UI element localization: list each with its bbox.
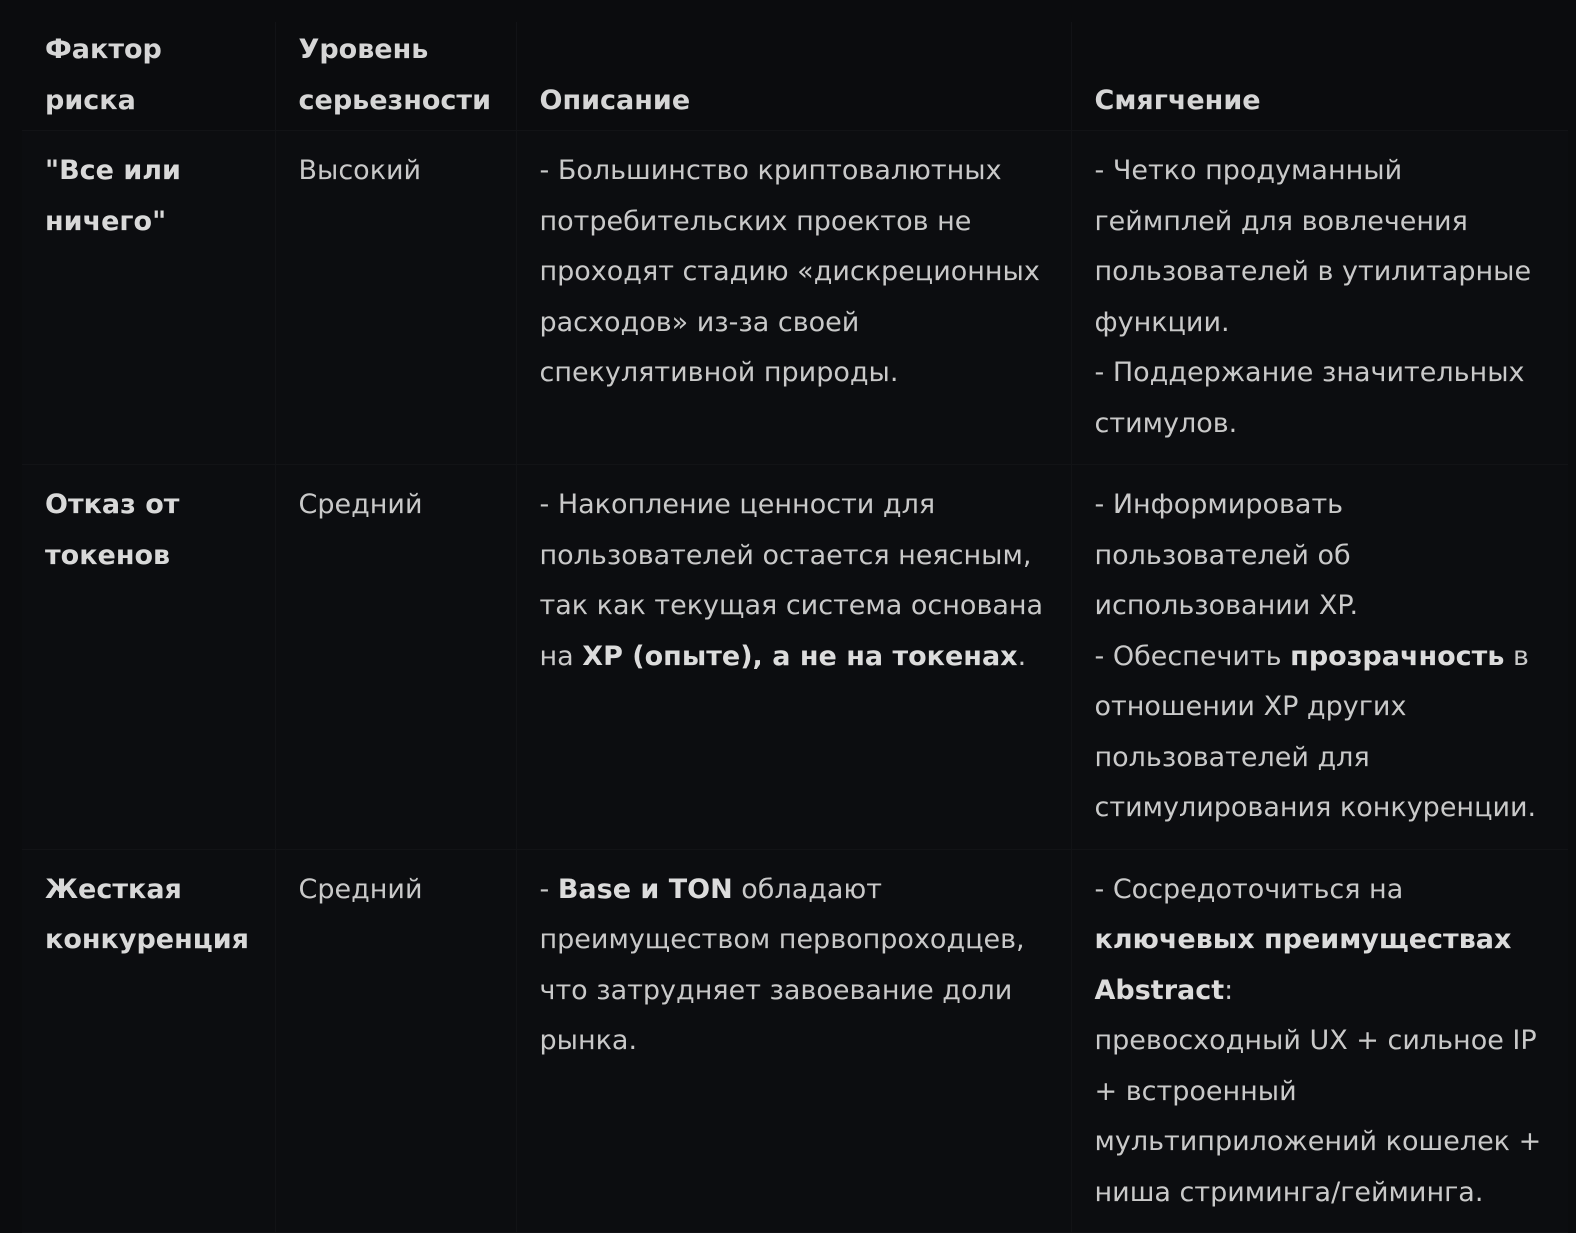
risk-factor-cell: Жесткая конкуренция: [22, 849, 275, 1233]
table-header: [22, 22, 1568, 131]
description-cell: - Накопление ценности для пользователей остается неясным, так как текущая система основана на XP (опыте), а не на токенах.: [516, 465, 1071, 850]
header-mitigation: Смягчение: [1071, 22, 1568, 131]
header-row: [22, 22, 1568, 131]
severity-cell: Высокий: [275, 131, 516, 465]
table-row: [22, 465, 1568, 850]
mitigation-cell: - Сосредоточиться на ключевых преимуществах Abstract: превосходный UX + сильное IP + встроенный мультиприложений кошелек + ниша стриминга/гейминга.: [1071, 849, 1568, 1233]
description-cell: - Большинство криптовалютных потребительских проектов не проходят стадию «дискреционных расходов» из-за своей спекулятивной природы.: [516, 131, 1071, 465]
risk-table-container: [22, 22, 1568, 1208]
risk-factor-cell: "Все или ничего": [22, 131, 275, 465]
table-row: [22, 131, 1568, 465]
risk-table: [22, 22, 1568, 1233]
table-row: [22, 849, 1568, 1233]
description-cell: - Base и TON обладают преимуществом первопроходцев, что затрудняет завоевание доли рынка.: [516, 849, 1071, 1233]
severity-cell: Средний: [275, 849, 516, 1233]
header-description: Описание: [516, 22, 1071, 131]
header-risk-factor: Фактор риска: [22, 22, 275, 131]
severity-cell: Средний: [275, 465, 516, 850]
risk-factor-cell: Отказ от токенов: [22, 465, 275, 850]
mitigation-cell: - Четко продуманный геймплей для вовлечения пользователей в утилитарные функции. - Поддержание значительных стимулов.: [1071, 131, 1568, 465]
mitigation-cell: - Информировать пользователей об использовании XP. - Обеспечить прозрачность в отношении XP других пользователей для стимулирования конкуренции.: [1071, 465, 1568, 850]
header-severity-level: Уровень серьезности: [275, 22, 516, 131]
